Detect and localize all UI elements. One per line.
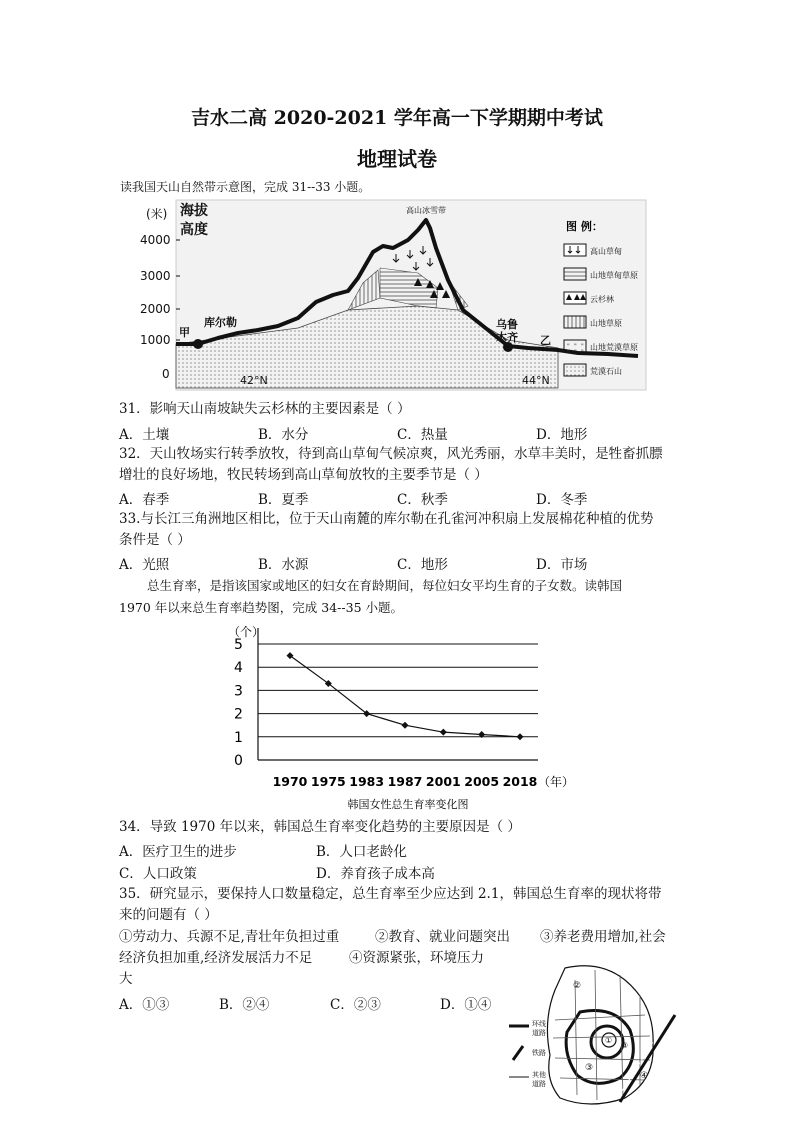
q35-stem-1: 35．研究显示，要保持人口数量稳定，总生育率至少应达到 2.1，韩国总生育率的现状将带 xyxy=(119,886,662,902)
y-unit: (米) xyxy=(146,207,168,221)
q31-option-c: C．热量 xyxy=(397,427,448,443)
chart-x-tick-1970: 1970 xyxy=(272,774,308,789)
map-legend-other-2: 道路 xyxy=(532,1080,546,1088)
y-tick-3000: 3000 xyxy=(140,269,171,283)
exam-title: 吉水二高 2020-2021 学年高一下学期期中考试 xyxy=(191,107,603,129)
y-tick-2000: 2000 xyxy=(140,302,171,316)
q34-option-a: A．医疗卫生的进步 xyxy=(119,844,237,860)
chart-y-tick-3: 3 xyxy=(234,683,243,700)
legend-swatch-desert-steppe xyxy=(564,340,586,352)
tianshan-figure xyxy=(118,198,648,393)
q34-stem: 34．导致 1970 年以来，韩国总生育率变化趋势的主要原因是（ ） xyxy=(119,819,521,835)
q31-option-d: D．地形 xyxy=(536,427,588,443)
legend-label-0: 高山草甸 xyxy=(590,247,622,256)
chart-x-tick-2018: 2018 xyxy=(502,774,538,789)
map-legend-other-1: 其他 xyxy=(532,1071,546,1079)
q32-option-c: C．秋季 xyxy=(397,492,448,508)
map-zone-2: ② xyxy=(573,981,582,991)
chart-x-tick-2001: 2001 xyxy=(425,774,461,789)
q34-option-d: D．养育孩子成本高 xyxy=(316,866,435,882)
q35-option-d: D．①④ xyxy=(440,997,492,1013)
city-map xyxy=(505,960,685,1110)
chart-x-tick-1983: 1983 xyxy=(349,774,385,789)
chart-y-tick-2: 2 xyxy=(234,706,243,723)
chart-y-tick-1: 1 xyxy=(234,729,243,746)
chart-title: 韩国女性总生育率变化图 xyxy=(347,798,469,811)
map-zone-3b: ③ xyxy=(621,1041,629,1050)
q33-option-a: A．光照 xyxy=(119,557,170,573)
label-urumqi-1: 乌鲁 xyxy=(496,318,518,331)
legend-swatch-meadow xyxy=(564,244,586,256)
q35-stem-2: 来的问题有（ ） xyxy=(119,907,218,923)
q34-option-b: B．人口老龄化 xyxy=(316,844,407,860)
q35-item-4: 经济负担加重,经济发展活力不足 xyxy=(119,950,313,966)
q32-stem-1: 32．天山牧场实行转季放牧，待到高山草甸气候凉爽，风光秀丽，水草丰美时，是牲畜抓膘 xyxy=(119,446,663,462)
data-point-2001 xyxy=(440,729,447,736)
q35-item-6: 大 xyxy=(119,971,133,987)
y-tick-4000: 4000 xyxy=(140,233,171,247)
x-tick-44: 44°N xyxy=(522,374,550,387)
section2-intro-2: 1970 年以来总生育率趋势图，完成 34--35 小题。 xyxy=(119,600,403,615)
q35-item-1: ①劳动力、兵源不足,青壮年负担过重 xyxy=(119,929,340,945)
q33-stem-1: 33.与长江三角洲地区相比，位于天山南麓的库尔勒在孔雀河冲积扇上发展棉花种植的优势 xyxy=(119,511,654,527)
section1-intro: 读我国天山自然带示意图，完成 31--33 小题。 xyxy=(120,180,371,194)
q33-option-c: C．地形 xyxy=(397,557,448,573)
q35-option-c: C．②③ xyxy=(330,997,381,1013)
data-point-1987 xyxy=(402,722,409,729)
label-korla: 库尔勒 xyxy=(204,316,237,329)
legend-label-1: 山地草甸草原 xyxy=(590,271,638,280)
legend-label-2: 云杉林 xyxy=(590,295,614,304)
map-zone-1: ① xyxy=(605,1036,613,1045)
chart-x-tick-2005: 2005 xyxy=(464,774,500,789)
label-snow: 高山冰雪带 xyxy=(406,206,446,215)
label-urumqi-2: 木齐 xyxy=(496,331,518,344)
chart-y-tick-0: 0 xyxy=(234,753,243,769)
map-zone-4: ④ xyxy=(640,1071,649,1081)
q35-item-3: ③养老费用增加,社会 xyxy=(540,929,666,945)
y-title-1: 海拔 xyxy=(180,203,208,219)
exam-subtitle: 地理试卷 xyxy=(357,147,437,171)
legend-label-3: 山地草原 xyxy=(590,319,622,328)
map-zone-3: ③ xyxy=(585,1063,594,1073)
q32-option-d: D．冬季 xyxy=(536,492,588,508)
q32-stem-2: 增壮的良好场地，牧民转场到高山草甸放牧的主要季节是（ ） xyxy=(119,467,488,483)
map-legend-rail: 铁路 xyxy=(532,1049,546,1057)
legend-label-4: 山地荒漠草原 xyxy=(590,343,638,352)
q35-option-b: B．②④ xyxy=(219,997,270,1013)
q31-option-a: A．土壤 xyxy=(119,427,170,443)
map-legend-ring-1: 环线 xyxy=(532,1020,546,1028)
data-point-2018 xyxy=(517,733,524,740)
legend-label-5: 荒漠石山 xyxy=(590,367,622,376)
q34-option-c: C．人口政策 xyxy=(119,866,197,882)
chart-x-label: （年） xyxy=(538,775,575,789)
q33-stem-2: 条件是（ ） xyxy=(119,532,191,548)
legend-swatch-desert-rock xyxy=(564,364,586,376)
map-legend-ring-2: 道路 xyxy=(532,1029,546,1037)
x-tick-42: 42°N xyxy=(240,374,268,387)
chart-y-label: （个） xyxy=(228,625,265,639)
q31-stem: 31．影响天山南坡缺失云杉林的主要因素是（ ） xyxy=(119,401,411,417)
q35-option-a: A．①③ xyxy=(119,997,170,1013)
chart-x-tick-1975: 1975 xyxy=(310,774,346,789)
q32-option-b: B．夏季 xyxy=(258,492,309,508)
label-jia: 甲 xyxy=(179,326,190,339)
legend-title: 图 例： xyxy=(566,220,603,233)
q35-item-5: ④资源紧张，环境压力 xyxy=(349,950,484,966)
chart-y-tick-4: 4 xyxy=(234,660,243,677)
chart-y-tick-5: 5 xyxy=(234,637,243,653)
label-yi: 乙 xyxy=(540,334,551,347)
q33-option-d: D．市场 xyxy=(536,557,588,573)
y-tick-1000: 1000 xyxy=(140,333,171,347)
q31-option-b: B．水分 xyxy=(258,427,309,443)
y-title-2: 高度 xyxy=(180,222,208,238)
fertility-chart xyxy=(220,622,600,812)
legend-swatch-steppe-meadow xyxy=(564,268,586,280)
q32-option-a: A．春季 xyxy=(119,492,170,508)
q33-option-b: B．水源 xyxy=(258,557,309,573)
y-tick-0: 0 xyxy=(162,367,170,381)
chart-x-tick-1987: 1987 xyxy=(387,774,423,789)
q35-item-2: ②教育、就业问题突出 xyxy=(375,929,510,945)
legend-swatch-steppe xyxy=(564,316,586,328)
legend-railway-swatch xyxy=(513,1046,523,1060)
section2-intro-1: 总生育率，是指该国家或地区的妇女在育龄期间，每位妇女平均生育的子女数。读韩国 xyxy=(147,578,623,593)
